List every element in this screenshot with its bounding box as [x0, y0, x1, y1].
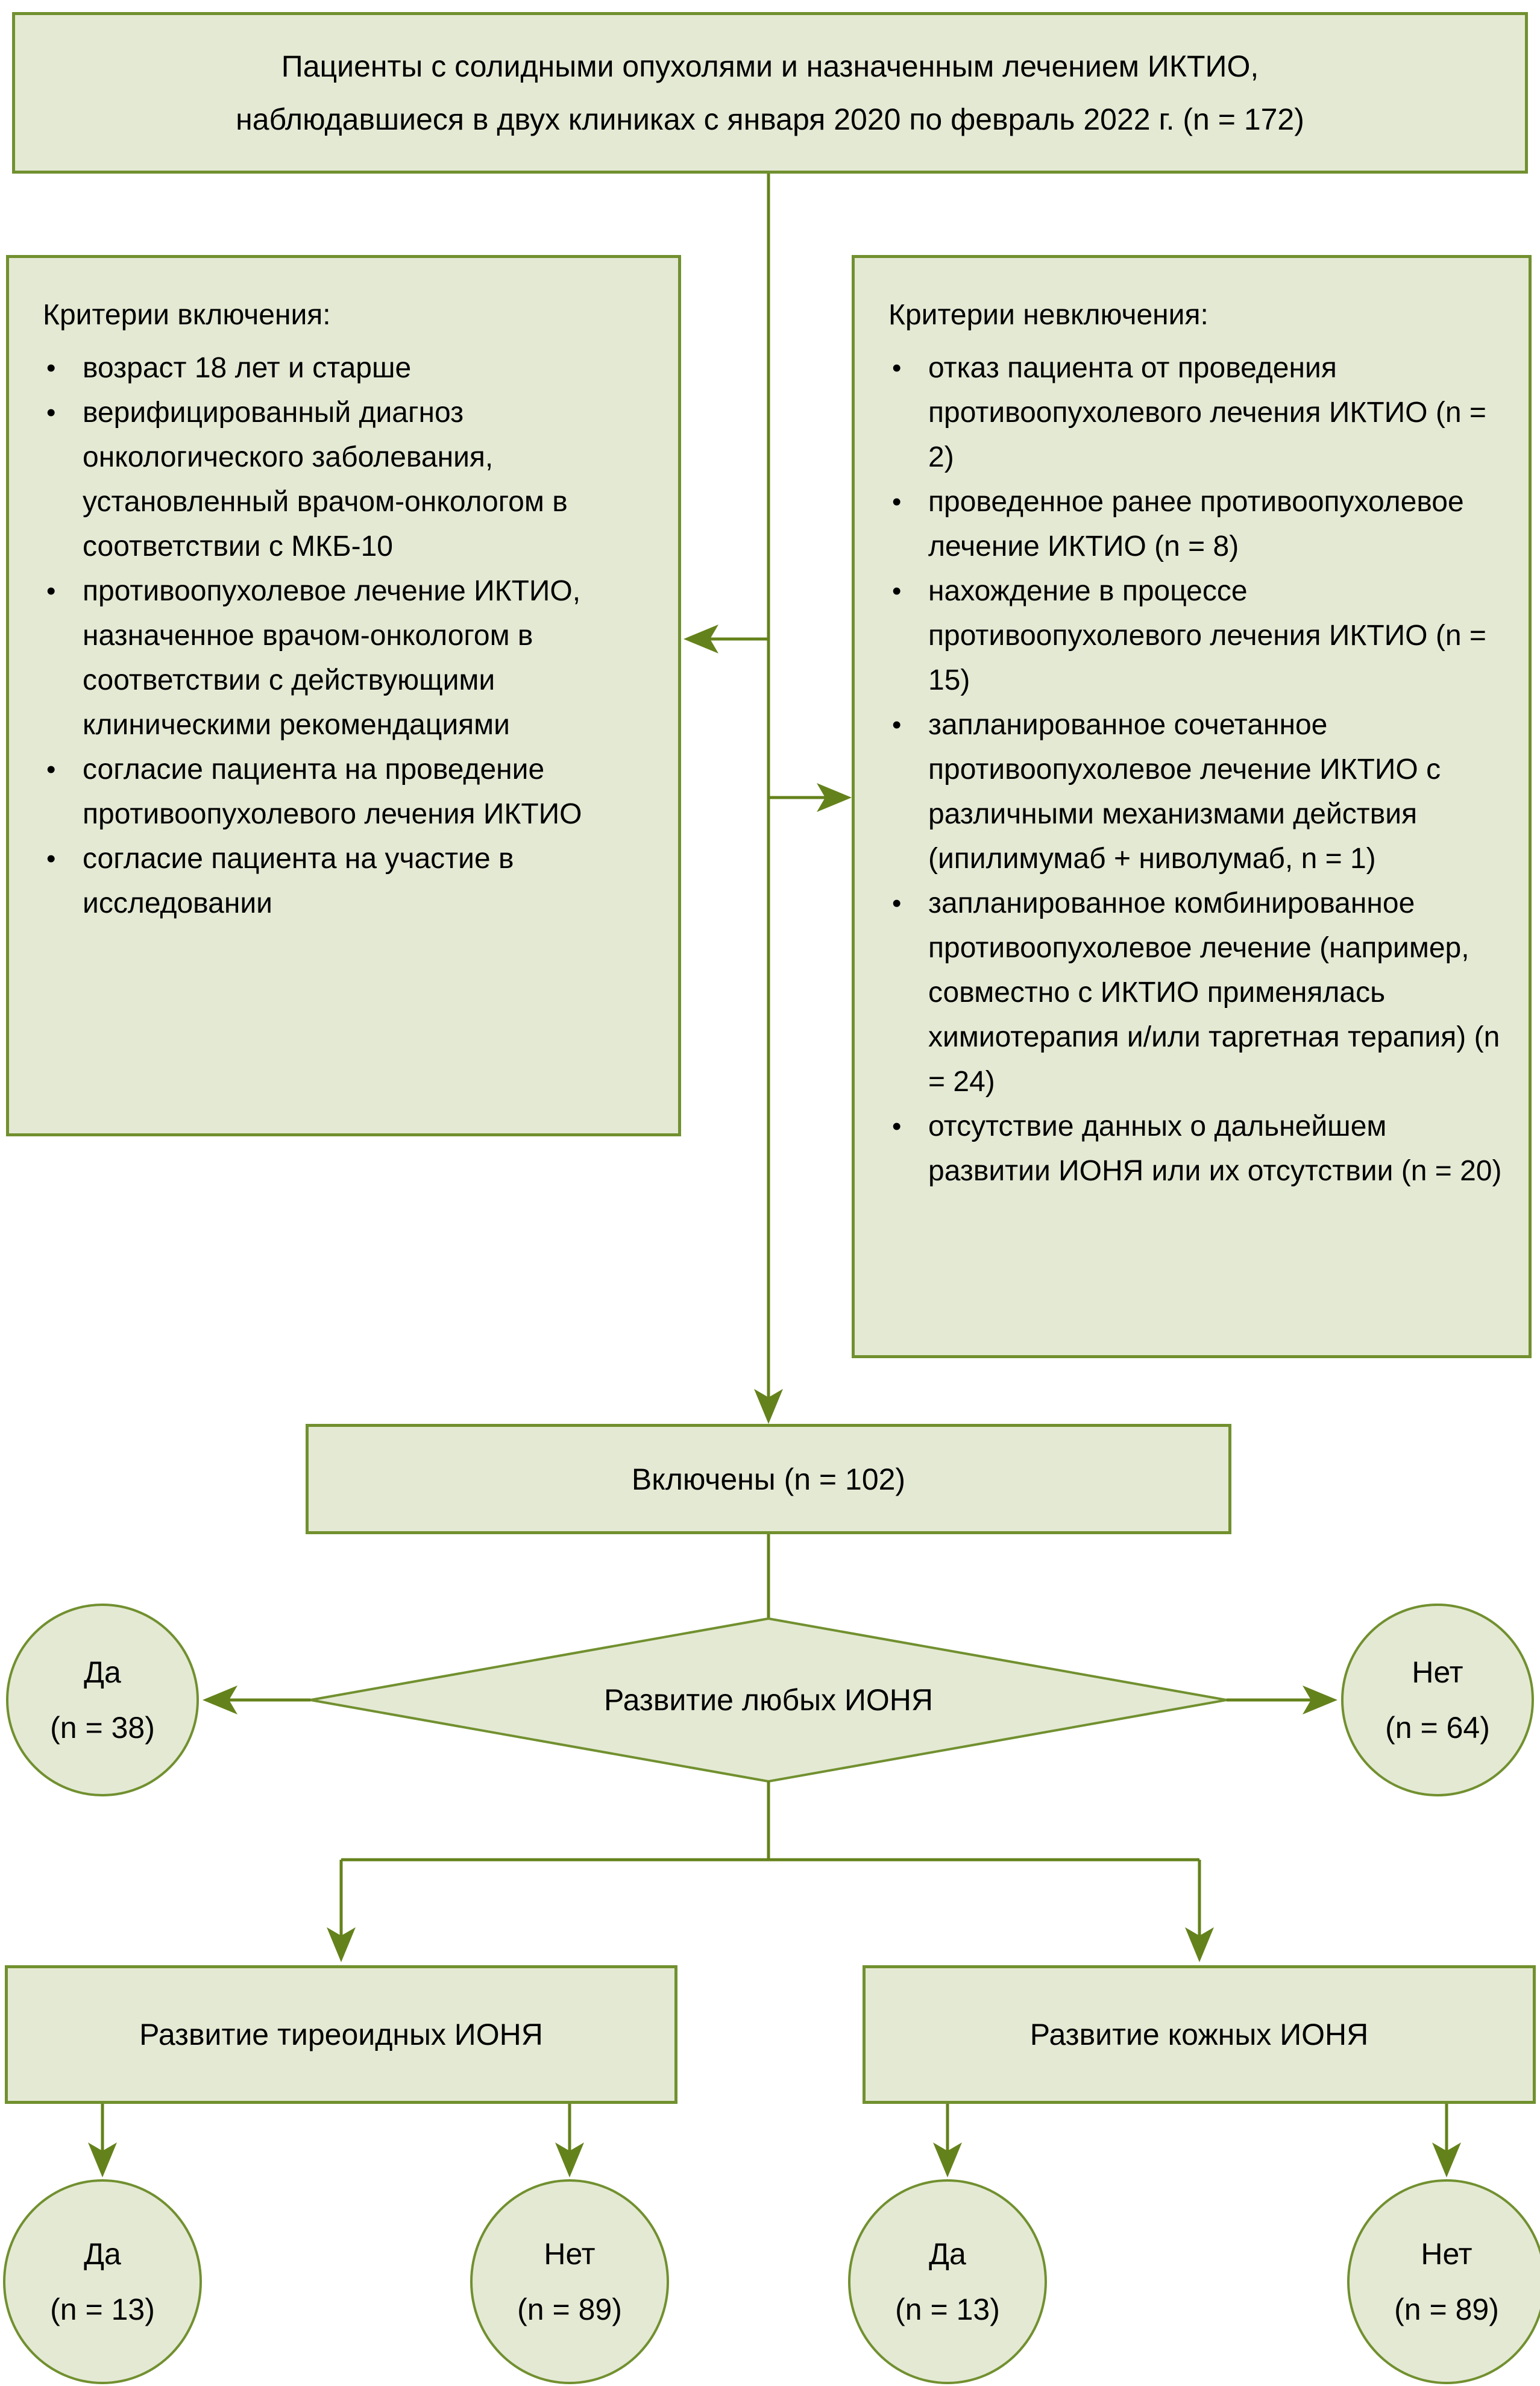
population-box — [12, 12, 1528, 174]
circle-label-line1: Да — [84, 1655, 121, 1689]
list-item: • согласие пациента на участие в исследовании — [43, 837, 649, 926]
list-item: • запланированное сочетанное противоопухолевое лечение ИКТИО с различными механизмами действия (ипилимумаб + ниволумаб, n = 1) — [888, 703, 1507, 881]
thyroid-yes-circle — [3, 2179, 202, 2384]
circle-label-line2: (n = 89) — [1394, 2293, 1499, 2326]
any-irae-yes-circle — [6, 1604, 199, 1796]
connector-thyroid-to-circles — [88, 2104, 584, 2177]
skin-irae-box-label: Развитие кожных ИОНЯ — [1029, 2018, 1369, 2051]
circle-label-line2: (n = 64) — [1385, 1711, 1490, 1745]
circle-label-line1: Нет — [1412, 1655, 1463, 1689]
list-item: • запланированное комбинированное противоопухолевое лечение (например, совместно с ИКТИО применялась химиотерапия и/или таргетная терапия) (n = 24) — [888, 881, 1507, 1104]
circle-label-line1: Да — [84, 2237, 121, 2271]
connector-skin-to-circles — [933, 2104, 1461, 2177]
thyroid-irae-box — [5, 1965, 677, 2104]
decision-diamond-label: Развитие любых ИОНЯ — [603, 1683, 934, 1717]
inclusion-criteria-list — [43, 346, 649, 926]
list-item: • согласие пациента на проведение противоопухолевого лечения ИКТИО — [43, 748, 649, 837]
list-item: • отсутствие данных о дальнейшем развитии ИОНЯ или их отсутствии (n = 20) — [888, 1104, 1507, 1194]
list-item: • возраст 18 лет и старше — [43, 346, 649, 391]
connector-to-exclusion-box — [768, 783, 852, 812]
list-item: • верифицированный диагноз онкологического заболевания, установленный врачом-онкологом в соответствии с МКБ-10 — [43, 391, 649, 569]
circle-label-line2: (n = 13) — [50, 2293, 155, 2326]
circle-label-line2: (n = 38) — [50, 1711, 155, 1745]
connector-diamond-to-subgroups — [327, 1781, 1214, 1962]
list-item: • противоопухолевое лечение ИКТИО, назначенное врачом-онкологом в соответствии с действующими клиническими рекомендациями — [43, 569, 649, 748]
included-box-label: Включены (n = 102) — [631, 1462, 906, 1496]
circle-label-line1: Нет — [1421, 2237, 1472, 2271]
any-irae-no-circle — [1341, 1604, 1534, 1796]
circle-label-line2: (n = 89) — [517, 2293, 622, 2326]
inclusion-criteria-title: Критерии включения: — [43, 299, 331, 331]
connector-to-inclusion-box — [684, 625, 768, 653]
list-item: • нахождение в процессе противоопухолевого лечения ИКТИО (n = 15) — [888, 569, 1507, 703]
inclusion-criteria-box — [6, 255, 681, 1136]
circle-label-line2: (n = 13) — [895, 2293, 1000, 2326]
connector-diamond-to-yes — [203, 1686, 310, 1714]
thyroid-irae-box-label: Развитие тиреоидных ИОНЯ — [139, 2018, 543, 2051]
circle-label-line1: Да — [929, 2237, 966, 2271]
population-box-line1: Пациенты с солидными опухолями и назначенным лечением ИКТИО, — [281, 49, 1259, 83]
exclusion-criteria-box — [852, 255, 1532, 1358]
list-item: • отказ пациента от проведения противоопухолевого лечения ИКТИО (n = 2) — [888, 346, 1507, 480]
skin-yes-circle — [848, 2179, 1047, 2384]
included-box — [306, 1424, 1231, 1534]
population-box-line2: наблюдавшиеся в двух клиниках с января 2020 по февраль 2022 г. (n = 172) — [236, 102, 1304, 136]
connector-diamond-to-no — [1227, 1686, 1337, 1714]
skin-no-circle — [1347, 2179, 1540, 2384]
circle-label-line1: Нет — [544, 2237, 596, 2271]
skin-irae-box — [863, 1965, 1536, 2104]
exclusion-criteria-list — [888, 346, 1507, 1194]
exclusion-criteria-title: Критерии невключения: — [888, 299, 1208, 331]
list-item: • проведенное ранее противоопухолевое лечение ИКТИО (n = 8) — [888, 480, 1507, 569]
thyroid-no-circle — [470, 2179, 669, 2384]
